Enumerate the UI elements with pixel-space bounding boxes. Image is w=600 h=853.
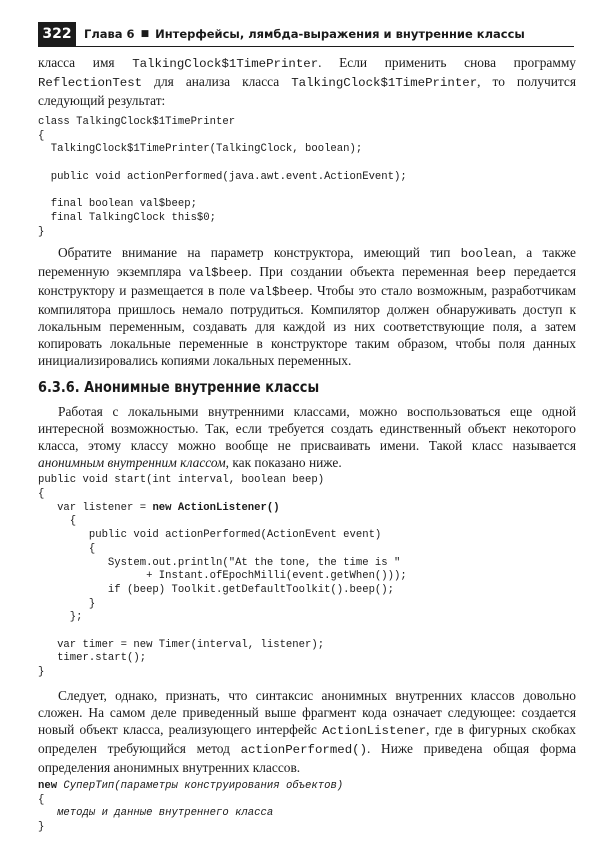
paragraph-3: Работая с локальными внутренними классами, можно воспользоваться еще одной интересной возможностью. Так, если требуется создать единственный объект некоторого класса, этому классу можно вообще не присваивать имени. Такой класс называется анонимным внутренним классом, как показано ниже. bbox=[38, 404, 576, 471]
page-content bbox=[38, 54, 576, 835]
header-rule bbox=[38, 46, 574, 47]
running-header bbox=[38, 22, 574, 46]
code-block-2: public void start(int interval, boolean beep) { var listener = new ActionListener() { public void actionPerformed(ActionEvent event) { System.out.println("At the tone, the time is " + Instant.ofEpochMilli(event.getWhen())); if (beep) Toolkit.getDefaultToolkit().beep(); } }; var timer = new Timer(interval, listener); timer.start(); } bbox=[38, 474, 407, 679]
paragraph-4: Следует, однако, признать, что синтаксис анонимных внутренних классов довольно сложен. На самом деле приведенный выше фрагмент кода означает следующее: создается новый объект класса, реализующего интерфейс ActionListener, где в фигурных скобках определен требующийся метод actionPerformed(). Ниже приведена общая форма определения анонимных внутренних классов. bbox=[38, 687, 577, 775]
page-number: 322 bbox=[38, 22, 76, 46]
square-bullet-icon: ■ bbox=[140, 29, 150, 39]
section-heading: 6.3.6. Анонимные внутренние классы bbox=[38, 378, 320, 397]
code-block-3: new СуперТип(параметры конструирования объектов) { методы и данные внутреннего класса } bbox=[38, 779, 344, 833]
paragraph-2: Обратите внимание на параметр конструктора, имеющий тип boolean, а также переменную экземпляра val$beep. При создании объекта переменная beep передается конструктору и размещается в поле val$beep. Чтобы это стало возможным, разработчикам компилятора пришлось немало потрудиться. Компилятор должен обнаруживать доступ к локальным переменным, создавать для каждой из них соответствующие поля, а затем копировать локальные переменные в конструкторе таким образом, чтобы поля данных инициализировались копиями локальных переменных. bbox=[38, 245, 576, 369]
paragraph-1: класса имя TalkingClock$1TimePrinter. Если применить снова программу ReflectionTest для анализа класса TalkingClock$1TimePrinter, то получится следующий результат: bbox=[38, 55, 577, 108]
code-block-1: class TalkingClock$1TimePrinter { TalkingClock$1TimePrinter(TalkingClock, boolean); public void actionPerformed(java.awt.event.ActionEvent); final boolean val$beep; final TalkingClock this$0; } bbox=[38, 116, 407, 238]
chapter-title: Интерфейсы, лямбда-выражения и внутренние классы bbox=[155, 27, 525, 41]
chapter-label: Глава 6 bbox=[84, 27, 135, 41]
